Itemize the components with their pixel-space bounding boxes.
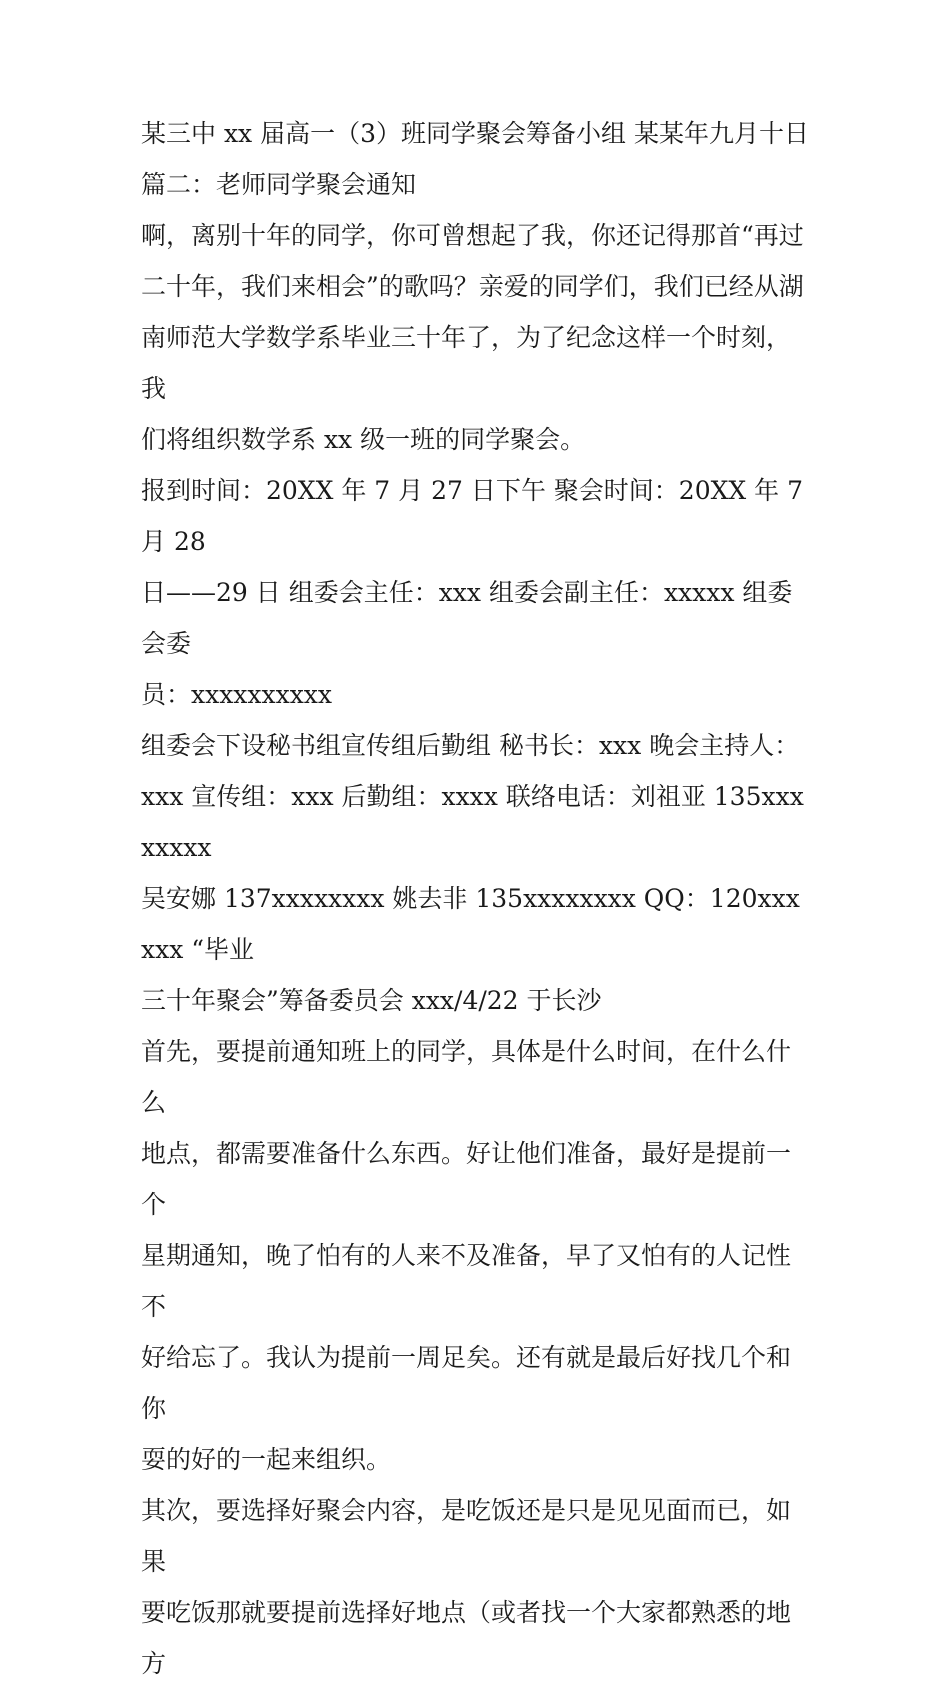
text-line: 报到时间：20XX 年 7 月 27 日下午 聚会时间：20XX 年 7 月 28	[141, 476, 811, 556]
text-line: 吴安娜 137xxxxxxxx 姚去非 135xxxxxxxx QQ：120xxxxxx “毕业	[141, 884, 800, 964]
text-line: 某三中 xx 届高一（3）班同学聚会筹备小组 某某年九月十日	[141, 119, 809, 148]
text-line: 啊，离别十年的同学，你可曾想起了我，你还记得那首“再过	[141, 221, 804, 250]
text-line: xxx 宣传组：xxx 后勤组：xxxx 联络电话：刘祖亚 135xxxxxxxx	[141, 782, 804, 862]
text-line: 要吃饭那就要提前选择好地点（或者找一个大家都熟悉的地方	[141, 1598, 792, 1678]
text-line: 员：xxxxxxxxxx	[141, 680, 332, 709]
text-line: 地点，都需要准备什么东西。好让他们准备，最好是提前一个	[141, 1139, 792, 1219]
text-line: 三十年聚会”筹备委员会 xxx/4/22 于长沙	[141, 986, 602, 1015]
text-line: 其次，要选择好聚会内容，是吃饭还是只是见见面而已，如果	[141, 1496, 792, 1576]
text-line: 日——29 日 组委会主任：xxx 组委会副主任：xxxxx 组委会委	[141, 578, 793, 658]
text-line: 首先，要提前通知班上的同学，具体是什么时间，在什么什么	[141, 1037, 792, 1117]
text-line: 好给忘了。我认为提前一周足矣。还有就是最后好找几个和你	[141, 1343, 792, 1423]
text-line: 二十年，我们来相会”的歌吗？亲爱的同学们，我们已经从湖	[141, 272, 804, 301]
document-body	[141, 108, 813, 1689]
text-line: 组委会下设秘书组宣传组后勤组 秘书长：xxx 晚会主持人：	[141, 731, 800, 760]
text-line: 耍的好的一起来组织。	[141, 1445, 392, 1474]
text-line: 们将组织数学系 xx 级一班的同学聚会。	[141, 425, 586, 454]
text-line: 星期通知，晚了怕有的人来不及准备，早了又怕有的人记性不	[141, 1241, 792, 1321]
text-line: 南师范大学数学系毕业三十年了，为了纪念这样一个时刻，我	[141, 323, 792, 403]
section-heading: 篇二：老师同学聚会通知	[141, 170, 417, 199]
